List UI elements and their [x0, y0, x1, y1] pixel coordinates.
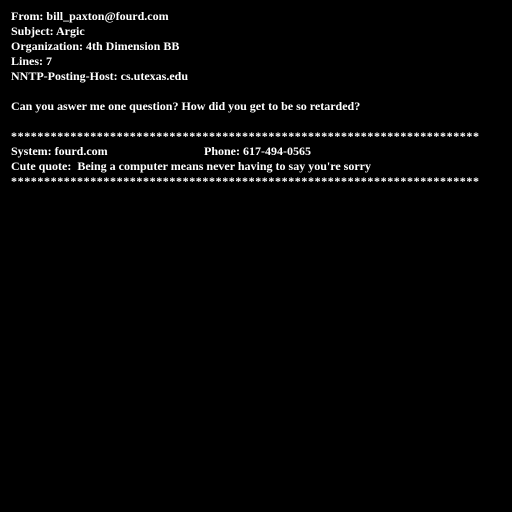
header-subject: Subject: Argic: [11, 24, 85, 38]
header-lines: Lines: 7: [11, 54, 53, 68]
signature-quote: Cute quote: Being a computer means never having to say you're sorry: [11, 159, 371, 173]
signature-separator-bottom: ***********************************************************************: [11, 174, 480, 188]
signature-phone: Phone: 617-494-0565: [204, 144, 311, 158]
signature-system: System: fourd.com: [11, 144, 108, 158]
header-nntp-posting-host: NNTP-Posting-Host: cs.utexas.edu: [11, 69, 188, 83]
header-from: From: bill_paxton@fourd.com: [11, 9, 169, 23]
header-organization: Organization: 4th Dimension BB: [11, 39, 180, 53]
message-body: Can you aswer me one question? How did you get to be so retarded?: [11, 99, 361, 113]
signature-separator-top: ***********************************************************************: [11, 129, 480, 143]
